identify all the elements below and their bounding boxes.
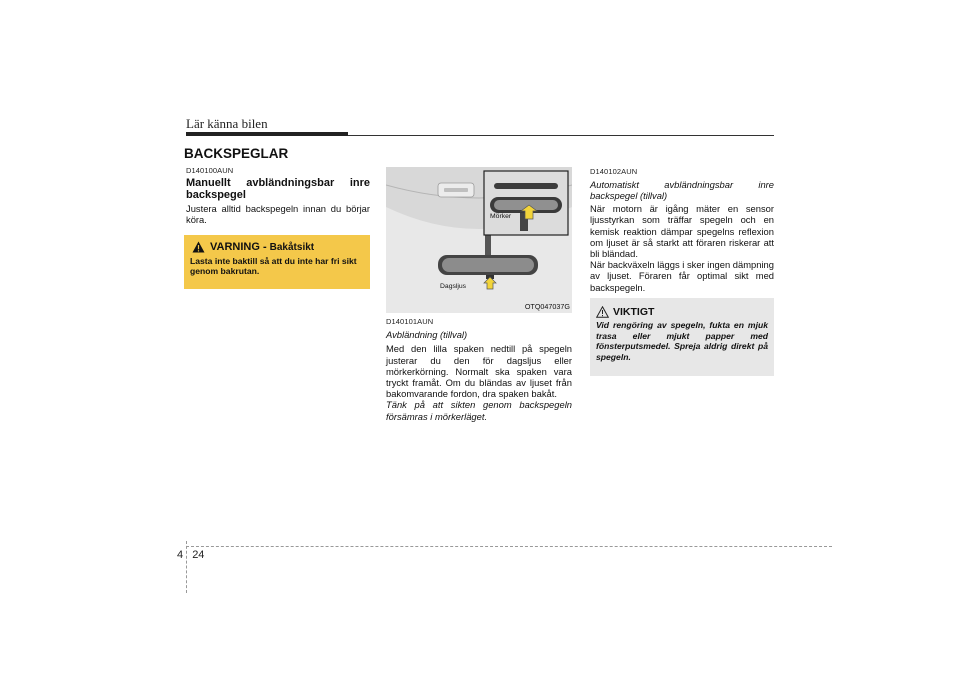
subsection-heading: Automatiskt avbländningsbar inre backspegel (tillval) bbox=[590, 179, 774, 202]
chapter-number: 4 bbox=[177, 549, 184, 561]
column-2 bbox=[386, 316, 572, 422]
figure-caption: OTQ047037G bbox=[524, 302, 570, 311]
subsection-heading: Manuellt avbländningsbar inre backspegel bbox=[186, 177, 370, 201]
label-dark: Mörker bbox=[490, 213, 512, 220]
warning-box bbox=[184, 235, 370, 289]
important-box bbox=[590, 298, 774, 376]
ref-code: D140102AUN bbox=[590, 167, 638, 176]
column-3 bbox=[590, 166, 774, 293]
mirror-illustration bbox=[386, 167, 572, 313]
ref-code: D140100AUN bbox=[186, 166, 234, 175]
warning-subtitle: Bakåtsikt bbox=[269, 241, 315, 253]
important-title: VIKTIGT bbox=[613, 306, 655, 318]
page-number-value: 24 bbox=[192, 549, 205, 561]
warning-title: VARNING - bbox=[210, 241, 267, 253]
mirror-figure bbox=[386, 167, 572, 313]
important-text: Vid rengöring av spegeln, fukta en mjuk trasa eller mjukt papper med fönsterputsmedel. Spreja aldrig direkt på spegeln. bbox=[596, 320, 768, 362]
section-title: BACKSPEGLAR bbox=[184, 146, 289, 161]
body-text: När backväxeln läggs i sker ingen dämpning av ljuset. Föraren får optimal sikt med backspegeln. bbox=[590, 259, 774, 293]
warning-triangle-icon bbox=[192, 241, 205, 253]
warning-text: Lasta inte baktill så att du inte har fri sikt genom bakrutan. bbox=[190, 256, 357, 276]
column-1 bbox=[186, 165, 370, 226]
ref-code: D140101AUN bbox=[386, 317, 434, 326]
subsection-heading: Avbländning (tillval) bbox=[386, 329, 468, 341]
footer-rule bbox=[186, 546, 832, 547]
body-text: När motorn är igång mäter en sensor ljusstyrkan som träffar spegeln och en kemisk reaktion dämpar spegelns reflexion om ljuset är så starkt att föraren riskerar att bli bländad. bbox=[590, 203, 774, 260]
body-text: Med den lilla spaken nedtill på spegeln justerar du den för dagsljus eller mörkerkörning. Normalt ska spaken vara tryckt framåt. Om du bländas av ljuset från bakomvarande fordon, dra spaken bakåt. bbox=[386, 343, 572, 400]
chapter-title: Lär känna bilen bbox=[186, 116, 268, 131]
note-text: Tänk på att sikten genom backspegeln försämras i mörkerläget. bbox=[386, 399, 572, 422]
body-text: Justera alltid backspegeln innan du börjar köra. bbox=[186, 203, 370, 226]
header-accent-bar bbox=[186, 132, 348, 136]
caution-triangle-icon bbox=[596, 306, 609, 318]
page-number bbox=[177, 549, 204, 561]
label-daylight: Dagsljus bbox=[440, 283, 467, 290]
